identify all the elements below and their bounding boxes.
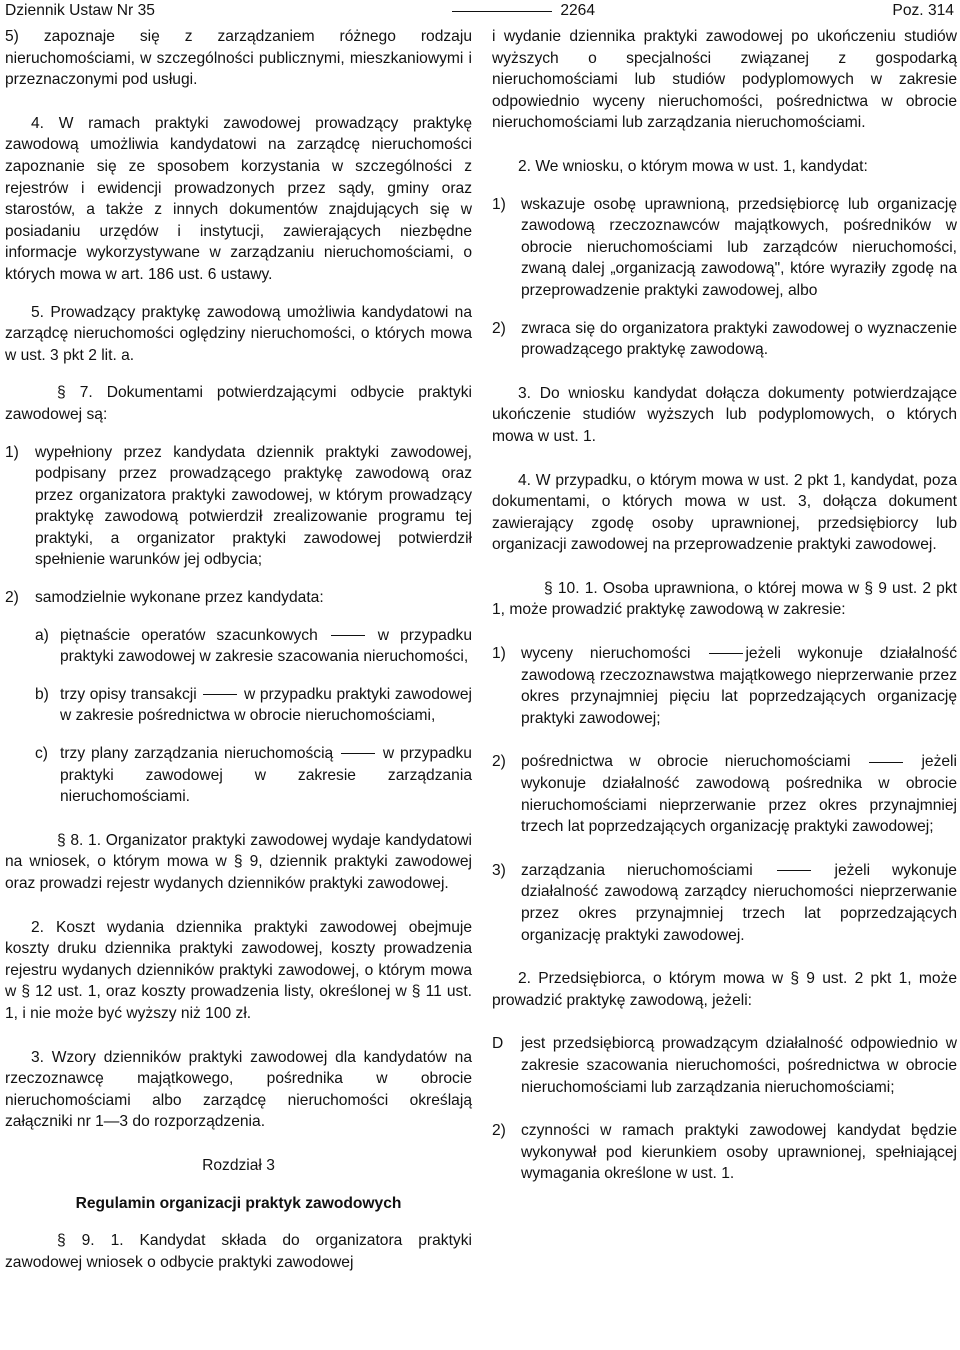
paragraph-sec8-3: 3. Wzory dzienników praktyki zawodowej dla kandydatów na rzeczoznawcę majątkowego, pośrednika w obrocie nieruchomościami albo zarządcę nieruchomości określają załączniki nr 1—3 do rozporządzenia.	[5, 1048, 472, 1131]
em-dash	[331, 635, 365, 636]
list-item	[5, 587, 472, 609]
paragraph-sec8-2: 2. Koszt wydania dziennika praktyki zawodowej obejmuje koszty druku dziennika praktyki zawodowej, koszty prowadzenia rejestru wydanych dzienników praktyki zawodowej, o którym mowa w § 12 ust. 1, oraz koszty prowadzenia listy, określonej w § 11 ust. 1, i nie może być wyższy niż 100 zł.	[5, 918, 472, 1022]
list-number: 2)	[5, 589, 19, 607]
em-dash	[341, 753, 375, 754]
list-text	[521, 751, 957, 837]
text-run: jeżeli wykonuje działalność zawodową pośrednika w obrocie nieruchomościami nieprzerwanie przez okres przynajmniej trzech lat poprzedzających organizację praktyki zawodowej;	[521, 753, 957, 836]
list-number: b)	[35, 685, 49, 703]
list-number: D	[492, 1035, 504, 1053]
right-column	[492, 26, 957, 1185]
sec10-text: 10. 1. Osoba uprawniona, o której mowa w § 9 ust. 2 pkt 1, może prowadzić praktykę zawodową w zakresie:	[492, 579, 957, 619]
list-text: wskazuje osobę uprawnioną, przedsiębiorcę lub organizację zawodową rzeczoznawców majątkowych, pośredników w obrocie nieruchomościami lub zarządców nieruchomości, zwaną dalej „organizacją zawodową", które wyraziły zgodę na przeprowadzenie praktyki zawodowej, albo	[521, 195, 957, 299]
position-number: Poz. 314	[892, 2, 954, 19]
list-item	[5, 26, 472, 91]
text-run: trzy plany zarządzania nieruchomością	[60, 745, 334, 763]
paragraph-sec5: 5. Prowadzący praktykę zawodową umożliwia kandydatowi na zarządcę nieruchomości oględziny nieruchomości, o których mowa w ust. 3 pkt 2 lit. a.	[5, 303, 472, 364]
em-dash	[869, 762, 903, 763]
chapter-number: Rozdział 3	[202, 1156, 275, 1174]
section-symbol: §	[544, 579, 553, 597]
sec7-text: 7. Dokumentami potwierdzającymi odbycie praktyki zawodowej są:	[5, 384, 472, 423]
paragraph-sec9-4: 4. W przypadku, o którym mowa w ust. 2 pkt 1, kandydat, poza dokumentami, o których mowa w ust. 3, dołącza dokument zawierający zgodę osoby uprawnionej, przedsiębiorcy lub organizacji zawodowej na przeprowadzenie praktyki zawodowej.	[492, 471, 957, 554]
text-run: wyceny nieruchomości	[521, 645, 691, 663]
list-text: samodzielnie wykonane przez kandydata:	[35, 589, 324, 607]
list-number: a)	[35, 626, 49, 644]
list-item	[5, 442, 472, 572]
sec9-text: 9. 1. Kandydat składa do organizatora praktyki zawodowej wniosek o odbycie praktyki zawodowej	[5, 1232, 472, 1271]
left-column	[5, 26, 472, 1273]
em-dash	[777, 870, 811, 871]
chapter-title: Regulamin organizacji praktyk zawodowych	[75, 1194, 402, 1212]
paragraph: 5) zapoznaje się z zarządzaniem różnego rodzaju nieruchomościami, w szczególności publicznymi, mieszkaniowymi i przeznaczonymi pod usługi.	[5, 28, 472, 89]
section-symbol: §	[57, 384, 66, 402]
list-number: 1)	[492, 645, 506, 663]
list-text: zwraca się do organizatora praktyki zawodowej o wyznaczenie prowadzącego praktykę zawodową.	[521, 319, 957, 359]
list-item	[492, 751, 957, 837]
paragraph-sec10-2: 2. Przedsiębiorca, o którym mowa w § 9 ust. 2 pkt 1, może prowadzić praktykę zawodową, jeżeli:	[492, 970, 957, 1009]
page-number-group	[452, 0, 595, 22]
paragraph-sec9	[5, 1230, 472, 1273]
list-item	[5, 625, 472, 668]
journal-title: Dziennik Ustaw Nr 35	[5, 2, 155, 19]
list-text	[521, 860, 957, 946]
paragraph-continuation: i wydanie dziennika praktyki zawodowej po ukończeniu studiów wyższych o specjalności związanej z gospodarką nieruchomościami lub studiów podyplomowych w zakresie odpowiednio wyceny nieruchomości, pośrednictwa w obrocie nieruchomościami lub zarządzania nieruchomościami.	[492, 28, 957, 132]
section-symbol: §	[57, 831, 66, 849]
list-item	[492, 194, 957, 302]
list-item	[492, 860, 957, 946]
paragraph-sec7	[5, 382, 472, 425]
list-item	[492, 1033, 957, 1098]
list-number: 2)	[492, 753, 506, 771]
paragraph-sec8	[5, 830, 472, 895]
section-symbol: §	[57, 1232, 66, 1250]
list-item	[492, 643, 957, 729]
list-text	[60, 625, 472, 668]
paragraph-sec10	[492, 578, 957, 621]
list-text: wypełniony przez kandydata dziennik praktyki zawodowej, podpisany przez prowadzącego praktykę zawodową oraz przez organizatora praktyki zawodowej, w którym prowadzący praktykę zawodową potwierdził zrealizowanie programu tej praktyki, a organizator praktyki zawodowej potwierdził spełnienie warunków jej odbycia;	[35, 443, 472, 569]
header-rule	[452, 11, 552, 12]
text-run: jeżeli wykonuje działalność zawodową zarządcy nieruchomości nieprzerwanie przez okres przynajmniej trzech lat poprzedzających organizację praktyki zawodowej.	[521, 861, 957, 944]
list-item	[492, 318, 957, 361]
list-item	[5, 743, 472, 808]
list-number: 1)	[5, 443, 19, 461]
page-header	[5, 0, 954, 26]
list-text: czynności w ramach praktyki zawodowej kandydat będzie wykonywał pod kierunkiem osoby uprawnionej, spełniającej wymagania określone w ust. 1.	[521, 1122, 957, 1183]
text-run: jeżeli wykonuje działalność zawodową rzeczoznawstwa majątkowego nieprzerwanie przez okres przynajmniej pięciu lat poprzedzających organizację praktyki zawodowej;	[521, 645, 958, 727]
text-run: pośrednictwa w obrocie nieruchomościami	[521, 753, 851, 771]
list-item	[5, 684, 472, 727]
paragraph-sec9-2: 2. We wniosku, o którym mowa w ust. 1, kandydat:	[518, 157, 868, 175]
list-number: 1)	[492, 195, 506, 213]
text-run: w przypadku praktyki zawodowej w zakresie pośrednictwa w obrocie nieruchomościami,	[60, 685, 472, 725]
list-text: jest przedsiębiorcą prowadzącym działalność odpowiednio w zakresie szacowania nieruchomości, pośrednictwa w obrocie nieruchomościami lub zarządzania nieruchomościami;	[521, 1035, 957, 1096]
list-number: 2)	[492, 319, 506, 337]
paragraph-sec9-3: 3. Do wniosku kandydat dołącza dokumenty potwierdzające ukończenie studiów wyższych lub podyplomowych, o których mowa w ust. 1.	[492, 384, 957, 445]
paragraph-sec4: 4. W ramach praktyki zawodowej prowadzący praktykę zawodową umożliwia kandydatowi na zarządcę nieruchomości zapoznanie się ze sposobem korzystania w szczególności z rejestrów i ewidencji prowadzonych przez sądy, gminy oraz starostów, a także z innych dokumentów znajdujących się w posiadaniu urzędów i instytucji, zawierających niezbędne informacje wykorzystywane w zarządzaniu nieruchomościami, o których mowa w art. 186 ust. 6 ustawy.	[5, 114, 472, 283]
text-run: zarządzania nieruchomościami	[521, 861, 753, 879]
sec8-text: 8. 1. Organizator praktyki zawodowej wydaje kandydatowi na wniosek, o którym mowa w § 9, dziennik praktyki zawodowej oraz prowadzi rejestr wydanych dzienników praktyki zawodowej.	[5, 831, 472, 892]
list-text	[521, 643, 957, 729]
list-number: c)	[35, 745, 48, 763]
list-item	[492, 1120, 957, 1185]
list-text	[60, 684, 472, 727]
em-dash	[709, 653, 743, 654]
text-run: piętnaście operatów szacunkowych	[60, 626, 318, 644]
list-number: 2)	[492, 1122, 506, 1140]
text-run: trzy opisy transakcji	[60, 685, 197, 703]
list-text	[60, 743, 472, 808]
text-run: w przypadku praktyki zawodowej w zakresie szacowania nieruchomości,	[60, 626, 472, 666]
page-number: 2264	[560, 2, 596, 19]
text-run: w przypadku praktyki zawodowej w zakresie zarządzania nieruchomościami.	[60, 745, 472, 806]
list-number: 3)	[492, 861, 506, 879]
em-dash	[203, 694, 237, 695]
